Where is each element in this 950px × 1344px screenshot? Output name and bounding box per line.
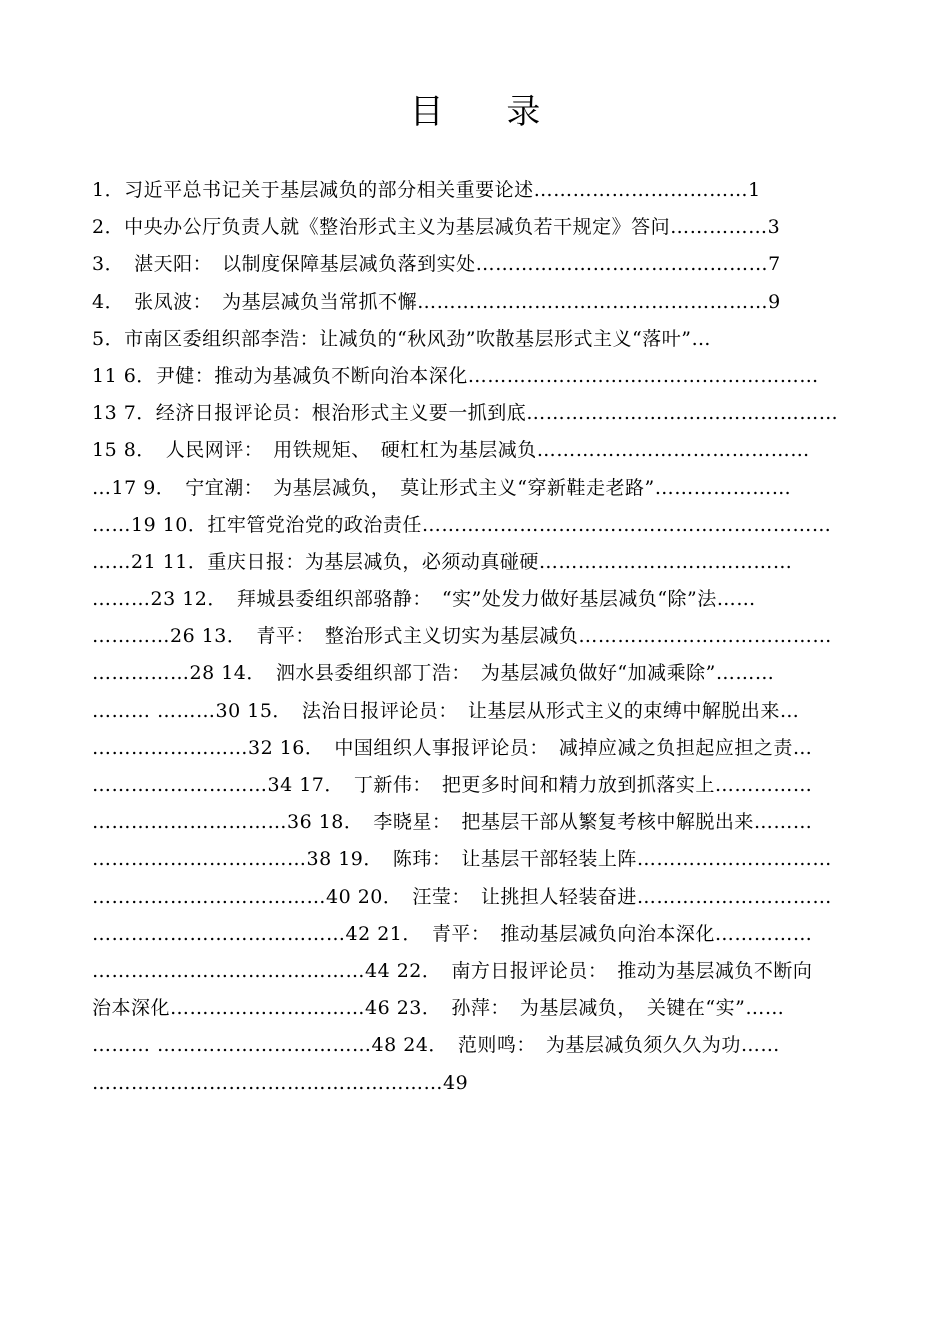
toc-line: ………………………………………………49 [92,1071,469,1094]
toc-line: ……… ………30 15． 法治日报评论员： 让基层从形式主义的束缚中解脱出来… [92,699,800,722]
toc-line: 3． 湛天阳： 以制度保障基层减负落到实处………………………………………7 [92,253,781,276]
toc-line: 4． 张凤波： 为基层减负当常抓不懈………………………………………………9 [92,290,781,313]
toc-line: ………………………………40 20． 汪莹： 让挑担人轻装奋进………………………… [92,885,832,908]
toc-line: ……21 11．重庆日报：为基层减负，必须动真碰硬………………………………… [92,550,793,573]
toc-line: ………23 12． 拜城县委组织部骆静： “实”处发力做好基层减负“除”法…… [92,588,756,611]
toc-line: ……………28 14． 泗水县委组织部丁浩： 为基层减负做好“加减乘除”……… [92,662,775,685]
toc-line: …………………………36 18． 李晓星： 把基层干部从繁复考核中解脱出来……… [92,811,813,834]
toc-line: ……………………………38 19． 陈玮： 让基层干部轻装上阵………………………… [92,848,832,871]
toc-line: ……… ……………………………48 24． 范则鸣： 为基层减负须久久为功…… [92,1034,780,1057]
toc-line: 1．习近平总书记关于基层减负的部分相关重要论述……………………………1 [92,179,761,201]
toc-line: 2．中央办公厅负责人就《整治形式主义为基层减负若干规定》答问……………3 [92,216,781,239]
toc-line: ……………………………………44 22． 南方日报评论员： 推动为基层减负不断向 [92,959,813,982]
toc-line: 13 7．经济日报评论员：根治形式主义要一抓到底………………………………………… [92,402,839,425]
toc-line: ……19 10．扛牢管党治党的政治责任……………………………………………………… [92,513,832,536]
toc-line: 5．市南区委组织部李浩：让减负的“秋风劲”吹散基层形式主义“落叶”… [92,327,711,350]
page-title: 目 录 [409,92,567,132]
toc-line: 11 6．尹健：推动为基减负不断向治本深化……………………………………………… [92,364,819,387]
toc-line: 治本深化…………………………46 23． 孙萍： 为基层减负， 关键在“实”…… [92,997,785,1020]
toc-line: …17 9． 宁宜潮： 为基层减负， 莫让形式主义“穿新鞋走老路”………………… [92,476,792,499]
toc-line: …………………………………42 21． 青平： 推动基层减负向治本深化…………… [92,922,813,945]
toc-line: …………26 13． 青平： 整治形式主义切实为基层减负………………………………… [92,625,832,648]
toc-line: 15 8． 人民网评： 用铁规矩、 硬杠杠为基层减负…………………………………… [92,439,810,462]
table-of-contents [92,172,868,1102]
toc-line: ……………………32 16． 中国组织人事报评论员： 减掉应减之负担起应担之责… [92,736,813,759]
toc-line: ………………………34 17． 丁新伟： 把更多时间和精力放到抓落实上…………… [92,774,813,796]
